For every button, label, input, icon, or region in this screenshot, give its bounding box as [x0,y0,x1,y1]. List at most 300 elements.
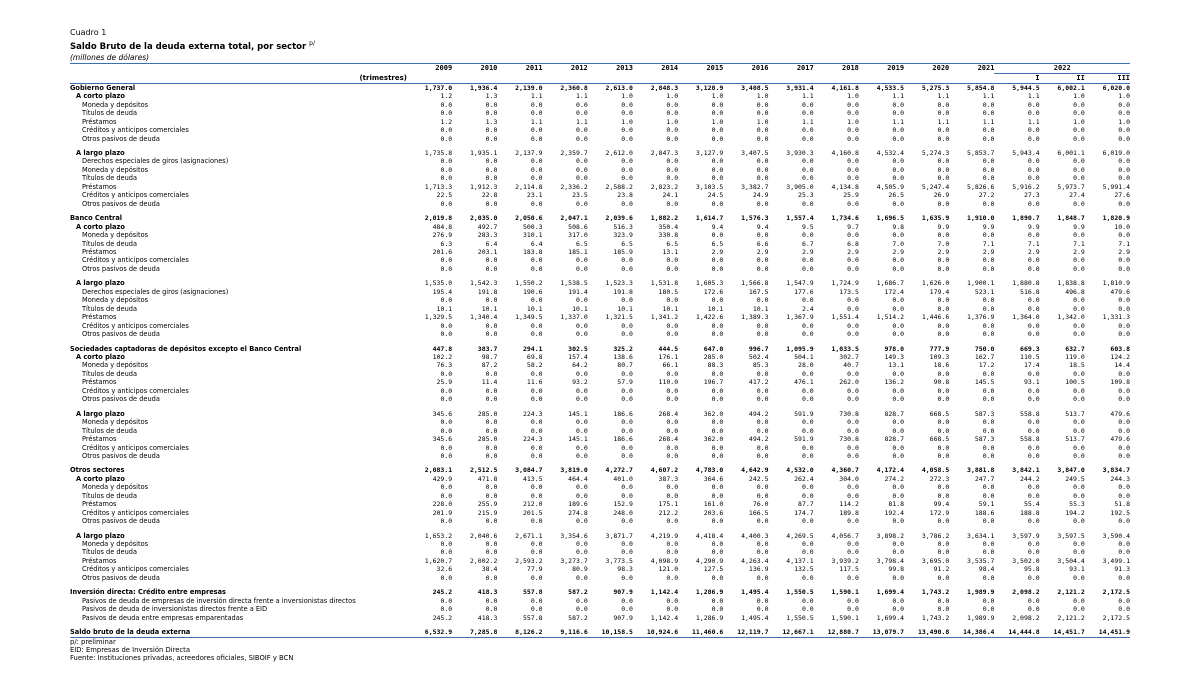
cell-value: 5,973.7 [1057,182,1085,191]
cell-value: 185.1 [568,247,588,256]
cell-value: 7,285.8 [469,628,498,637]
cell-value: 3,084.7 [515,466,543,475]
cell-value: 0.0 [621,199,633,208]
cell-value: 325.2 [613,344,633,353]
footnote-source: Fuente: Instituciones privadas, acreedores oficiales, SIBOIF y BCN [70,653,294,662]
cell-value: 0.0 [485,157,498,166]
cell-value: 0.0 [937,443,950,452]
cell-value: 0.0 [756,386,769,395]
row-label: Moneda y depósitos [82,361,149,370]
cell-value: 0.0 [1073,483,1085,492]
cell-value: 244.2 [1020,474,1040,483]
cell-value: 1.1 [530,117,543,126]
cell-value: 362.0 [703,409,724,418]
cell-value: 13.1 [888,361,905,370]
cell-value: 0.0 [1118,451,1130,460]
year-header: 2018 [842,64,859,73]
cell-value: 0.0 [756,134,769,143]
cell-value: 0.0 [485,418,498,427]
cell-value: 1,820.9 [1102,214,1130,223]
cell-value: 7.1 [982,239,995,248]
cell-value: 1,880.8 [1012,279,1040,288]
cell-value: 0.0 [530,264,543,273]
cell-value: 0.0 [530,426,543,435]
cell-value: 0.0 [576,605,588,614]
cell-value: 828.7 [884,435,905,444]
cell-value: 176.1 [658,352,679,361]
cell-value: 0.0 [711,548,724,557]
cell-value: 10.1 [617,304,633,313]
cell-value: 2.4 [801,304,814,313]
cell-value: 0.0 [937,321,950,330]
cell-value: 3,128.9 [695,83,724,92]
cell-value: 0.0 [847,395,859,404]
cell-value: 0.0 [621,321,633,330]
cell-value: 1,286.9 [695,588,724,597]
cell-value: 0.0 [982,548,995,557]
year-header: 2009 [435,64,453,73]
sector-row [70,214,1130,222]
cell-value: 0.0 [485,165,498,174]
cell-value: 0.0 [1073,395,1085,404]
cell-value: 0.0 [666,443,679,452]
cell-value: 2.9 [1073,247,1085,256]
cell-value: 196.7 [703,378,724,387]
cell-value: 1.0 [847,117,859,126]
year-header: 2014 [661,64,679,73]
row-label: Títulos de deuda [82,369,138,378]
cell-value: 401.0 [613,474,633,483]
cell-value: 0.0 [621,573,633,582]
row-label: Moneda y depósitos [82,483,149,492]
cell-value: 1,349.5 [515,313,543,322]
year-header: 2012 [570,64,588,73]
cell-value: 2,847.3 [650,149,679,157]
row-label: Préstamos [82,500,117,509]
column-header [70,64,1130,83]
cell-value: 1.1 [937,117,950,126]
cell-value: 0.0 [937,231,950,240]
cell-value: 110.0 [658,378,679,387]
cell-value: 3,773.5 [605,556,633,565]
cell-value: 99.4 [933,500,950,509]
cell-value: 1.0 [666,117,679,126]
cell-value: 4,219.9 [650,531,679,540]
cell-value: 0.0 [1118,126,1130,135]
cell-value: 0.0 [801,426,814,435]
cell-value: 1,882.2 [650,214,679,223]
cell-value: 484.8 [432,222,453,231]
cell-value: 0.0 [666,605,679,614]
cell-value: 513.7 [1065,409,1085,418]
table-row [70,322,1130,330]
cell-value: 0.0 [847,491,859,500]
cell-value: 1.0 [711,117,724,126]
cell-value: 3,834.7 [1102,466,1130,475]
cell-value: 1,743.2 [921,613,950,622]
cell-value: 2,360.8 [560,83,588,92]
cell-value: 0.0 [847,573,859,582]
cell-value: 0.0 [756,109,769,118]
row-label: Créditos y anticipos comerciales [82,321,189,330]
cell-value: 0.0 [530,605,543,614]
cell-value: 224.3 [522,435,543,444]
cell-value: 0.0 [711,517,724,526]
cell-value: 0.0 [892,426,905,435]
cell-value: 304.0 [839,474,859,483]
cell-value: 3,504.4 [1057,556,1085,565]
row-label: A largo plazo [76,149,125,157]
cell-value: 4,058.5 [921,466,950,475]
cell-value: 6,002.1 [1057,83,1085,92]
cell-value: 0.0 [666,109,679,118]
cell-value: 0.0 [892,451,905,460]
cell-value: 0.0 [440,126,453,135]
cell-value: 730.8 [839,409,859,418]
term-row [70,410,1130,418]
cell-value: 10.1 [481,304,498,313]
row-label: Préstamos [82,182,117,191]
cell-value: 0.0 [1118,165,1130,174]
cell-value: 0.0 [621,443,633,452]
cell-value: 1.2 [440,92,453,101]
cell-value: 1,838.8 [1057,279,1085,288]
cell-value: 0.0 [756,451,769,460]
cell-value: 0.0 [1027,483,1040,492]
cell-value: 0.0 [440,386,453,395]
cell-value: 3,695.0 [921,556,950,565]
table-row [70,109,1130,117]
cell-value: 0.0 [756,199,769,208]
cell-value: 0.0 [621,256,633,265]
cell-value: 907.9 [613,613,633,622]
cell-value: 2,121.2 [1057,613,1085,622]
cell-value: 0.0 [1118,548,1130,557]
cell-value: 4,783.0 [695,466,724,475]
cell-value: 0.0 [440,100,453,109]
cell-value: 0.0 [892,157,905,166]
cell-value: 189.6 [568,500,588,509]
cell-value: 192.4 [884,508,905,517]
cell-value: 0.0 [621,126,633,135]
cell-value: 0.0 [1027,126,1040,135]
cell-value: 1.0 [756,117,769,126]
cell-value: 173.5 [839,287,859,296]
cell-value: 0.0 [801,369,814,378]
cell-value: 0.0 [576,386,588,395]
cell-value: 255.9 [477,500,498,509]
cell-value: 0.0 [892,369,905,378]
cell-value: 302.7 [839,352,859,361]
cell-value: 496.8 [1065,287,1085,296]
cell-value: 85.3 [752,361,769,370]
cell-value: 3,407.5 [741,149,769,157]
cell-value: 0.0 [892,573,905,582]
cell-value: 0.0 [666,573,679,582]
cell-value: 4,172.4 [876,466,905,475]
cell-value: 5,916.2 [1012,182,1040,191]
row-label: Créditos y anticipos comerciales [82,508,189,517]
cell-value: 0.0 [711,573,724,582]
cell-value: 0.0 [1118,369,1130,378]
cell-value: 0.0 [756,443,769,452]
cell-value: 632.7 [1065,344,1085,353]
cell-value: 7.0 [937,239,950,248]
cell-value: 0.0 [801,573,814,582]
cell-value: 0.0 [847,426,859,435]
cell-value: 268.4 [658,435,679,444]
cell-value: 0.0 [937,165,950,174]
cell-value: 90.8 [933,378,950,387]
year-header: 2021 [977,64,995,73]
cell-value: 51.8 [1114,500,1130,509]
cell-value: 91.2 [933,565,950,574]
cell-value: 6.4 [485,239,498,248]
cell-value: 0.0 [1073,100,1085,109]
cell-value: 0.0 [756,264,769,273]
cell-value: 0.0 [1118,157,1130,166]
cell-value: 152.9 [613,500,633,509]
cell-value: 0.0 [847,100,859,109]
document [70,28,1130,662]
cell-value: 1,551.4 [831,313,859,322]
cell-value: 3,786.2 [921,531,950,540]
cell-value: 5,943.4 [1012,149,1040,157]
cell-value: 2,359.7 [560,149,588,157]
total-row [70,628,1130,636]
cell-value: 0.0 [621,134,633,143]
cell-value: 0.0 [440,395,453,404]
cell-value: 479.6 [1110,287,1130,296]
cell-value: 0.0 [1027,548,1040,557]
table-row [70,517,1130,525]
year-header-row [70,64,1130,74]
cell-value: 323.9 [613,231,633,240]
cell-value: 1,900.1 [967,279,995,288]
table-row [70,483,1130,491]
cell-value: 0.0 [982,199,995,208]
cell-value: 3,273.7 [560,556,588,565]
cell-value: 0.0 [576,264,588,273]
cell-value: 603.8 [1110,344,1130,353]
cell-value: 26.9 [933,191,950,200]
cell-value: 0.0 [847,540,859,549]
cell-value: 0.0 [801,395,814,404]
cell-value: 1.1 [937,92,950,101]
debt-table [70,84,1130,637]
cell-value: 0.0 [1027,605,1040,614]
cell-value: 1,286.9 [695,613,724,622]
cell-value: 69.8 [526,352,543,361]
cell-value: 0.0 [1118,596,1130,605]
cell-value: 0.0 [440,605,453,614]
cell-value: 0.0 [756,157,769,166]
row-label: Préstamos [82,247,117,256]
cell-value: 88.3 [707,361,724,370]
cell-value: 0.0 [666,540,679,549]
cell-value: 1,576.3 [741,214,769,223]
year-header: 2020 [932,64,950,73]
cell-value: 2,047.1 [560,214,588,223]
cell-value: 0.0 [621,605,633,614]
year-header: 2019 [887,64,905,73]
cell-value: 1,033.5 [831,344,859,353]
cell-value: 0.0 [937,199,950,208]
cell-value: 0.0 [892,395,905,404]
cell-value: 3,499.1 [1102,556,1130,565]
cell-value: 194.2 [1065,508,1085,517]
cell-value: 0.0 [892,596,905,605]
cell-value: 0.0 [801,256,814,265]
cell-value: 0.0 [1027,134,1040,143]
cell-value: 0.0 [1027,517,1040,526]
cell-value: 0.0 [847,483,859,492]
cell-value: 0.0 [801,165,814,174]
cell-value: 0.0 [982,231,995,240]
cell-value: 0.0 [937,548,950,557]
cell-value: 3,502.0 [1012,556,1040,565]
cell-value: 248.0 [613,508,633,517]
cell-value: 2,613.0 [605,83,633,92]
cell-value: 0.0 [937,304,950,313]
cell-value: 0.0 [937,491,950,500]
cell-value: 4,607.2 [650,466,679,475]
cell-value: 1,936.4 [469,83,498,92]
row-label: Moneda y depósitos [82,100,149,109]
cell-value: 0.0 [666,321,679,330]
cell-value: 0.0 [711,100,724,109]
cell-value: 1,495.4 [741,588,769,597]
cell-value: 6.4 [530,239,543,248]
cell-value: 317.0 [568,231,588,240]
row-label: Moneda y depósitos [82,165,149,174]
cell-value: 2.9 [892,247,905,256]
cell-value: 1,337.0 [560,313,588,322]
cell-value: 0.0 [1027,451,1040,460]
cell-value: 1.0 [1073,117,1085,126]
cell-value: 1,848.7 [1057,214,1085,223]
cell-value: 0.0 [440,540,453,549]
cell-value: 2,050.6 [515,214,543,223]
cell-value: 1,495.4 [741,613,769,622]
cell-value: 27.6 [1114,191,1130,200]
cell-value: 64.2 [572,361,588,370]
term-row [70,223,1130,231]
term-row [70,279,1130,287]
cell-value: 9.4 [711,222,724,231]
cell-value: 1,620.7 [424,556,453,565]
table-row [70,248,1130,256]
cell-value: 0.0 [1027,256,1040,265]
table-row [70,174,1130,182]
cell-value: 24.9 [752,191,769,200]
cell-value: 2,019.8 [424,214,453,223]
cell-value: 1.1 [892,117,905,126]
cell-value: 0.0 [666,199,679,208]
cell-value: 0.0 [801,605,814,614]
cell-value: 28.0 [798,361,814,370]
cell-value: 0.0 [1073,157,1085,166]
row-label: Pasivos de deuda entre empresas emparentadas [82,613,244,622]
cell-value: 98.4 [978,565,995,574]
cell-value: 0.0 [576,369,588,378]
row-label: Préstamos [82,435,117,444]
cell-value: 1.0 [1073,92,1085,101]
cell-value: 25.3 [798,191,814,200]
cell-value: 117.5 [839,565,859,574]
cell-value: 1,590.1 [831,613,859,622]
cell-value: 2.9 [756,247,769,256]
cell-value: 417.2 [748,378,769,387]
cell-value: 224.3 [522,409,543,418]
cell-value: 10.1 [572,304,588,313]
cell-value: 0.0 [937,126,950,135]
cell-value: 22.5 [436,191,453,200]
cell-value: 0.0 [937,540,950,549]
cell-value: 0.0 [982,174,995,183]
cell-value: 245.2 [432,613,453,622]
cell-value: 285.0 [477,435,498,444]
cell-value: 0.0 [711,540,724,549]
cell-value: 2,114.8 [515,182,543,191]
cell-value: 0.0 [666,491,679,500]
cell-value: 558.8 [1020,435,1040,444]
cell-value: 0.0 [530,256,543,265]
cell-value: 0.0 [1118,418,1130,427]
cell-value: 180.5 [658,287,679,296]
cell-value: 0.0 [485,451,498,460]
cell-value: 0.0 [847,264,859,273]
cell-value: 2,823.2 [650,182,679,191]
cell-value: 0.0 [530,109,543,118]
cell-value: 0.0 [576,330,588,339]
cell-value: 0.0 [847,548,859,557]
cell-value: 0.0 [530,157,543,166]
cell-value: 0.0 [621,395,633,404]
cell-value: 262.0 [839,378,859,387]
cell-value: 1,810.9 [1102,279,1130,288]
cell-value: 0.0 [847,321,859,330]
cell-value: 13,490.8 [917,628,950,637]
cell-value: 127.5 [703,565,724,574]
cell-value: 145.1 [568,409,588,418]
cell-value: 0.0 [982,321,995,330]
cell-value: 32.6 [436,565,453,574]
cell-value: 167.5 [748,287,769,296]
cell-value: 4,098.9 [650,556,679,565]
cell-value: 0.0 [711,165,724,174]
cell-value: 247.7 [974,474,995,483]
cell-value: 0.0 [711,369,724,378]
cell-value: 14,386.4 [963,628,995,637]
year-header: 2015 [706,64,724,73]
cell-value: 186.6 [613,409,633,418]
cell-value: 668.5 [929,409,950,418]
table-row [70,492,1130,500]
cell-value: 350.4 [658,222,679,231]
cell-value: 447.8 [432,344,453,353]
cell-value: 0.0 [801,199,814,208]
cell-value: 0.0 [530,100,543,109]
cell-value: 996.7 [748,344,769,353]
table-row [70,305,1130,313]
year-header: 2017 [796,64,814,73]
cell-value: 0.0 [1118,491,1130,500]
cell-value: 587.3 [974,409,995,418]
cell-value: 1.3 [485,117,498,126]
row-label: A corto plazo [76,222,125,231]
cell-value: 504.1 [794,352,814,361]
